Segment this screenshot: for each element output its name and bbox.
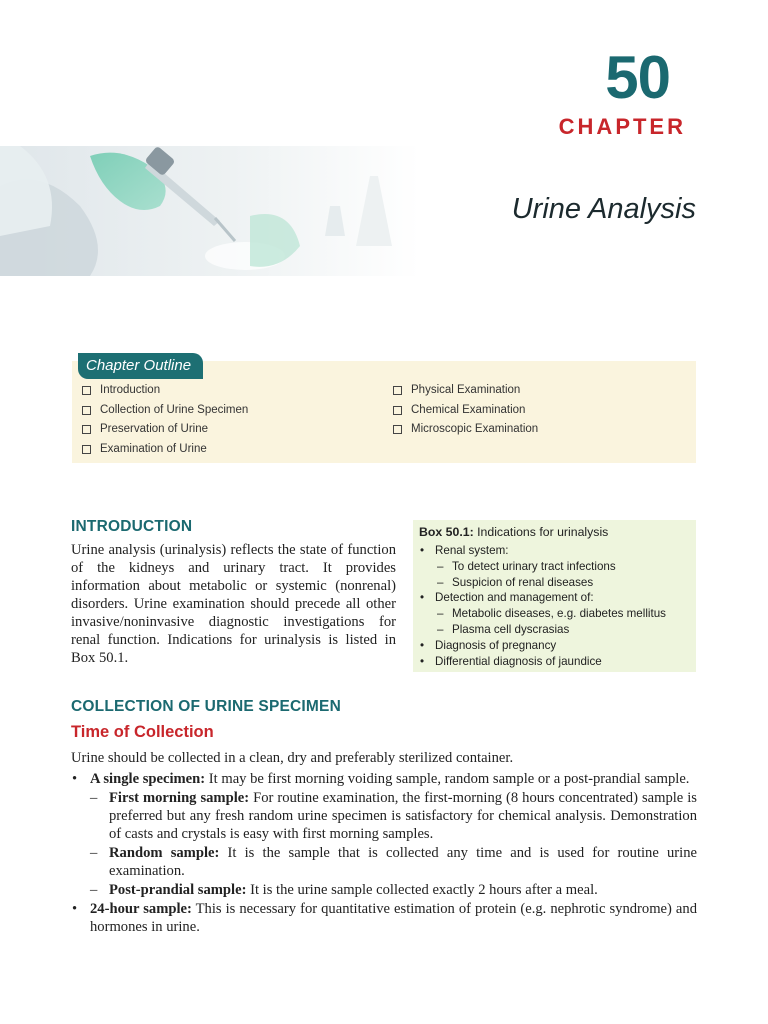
collection-item: • 24-hour sample: This is necessary for quantitative estimation of protein (e.g. nephrotic syndrome) and hormones in urine. [72, 901, 697, 935]
outline-item: Chemical Examination [393, 403, 538, 423]
box-item: • Renal system: [420, 544, 509, 557]
collection-heading: COLLECTION OF URINE SPECIMEN [71, 698, 341, 715]
outline-item: Collection of Urine Specimen [82, 403, 248, 423]
checkbox-icon [393, 406, 402, 415]
box-list [419, 543, 666, 669]
outline-item: Preservation of Urine [82, 422, 248, 442]
introduction-paragraph: Urine analysis (urinalysis) reflects the state of function of the kidneys and urinary tract. It provides information about metabolic or systemic (nonrenal) disorders. Urine examination should precede all other invasive/noninvasive diagnostic investigations for renal function. Indications for urinalysis is listed in Box 50.1. [71, 542, 396, 666]
chapter-label: CHAPTER [558, 114, 686, 139]
outline-item: Introduction [82, 383, 248, 403]
checkbox-icon [82, 386, 91, 395]
box-item: • Diagnosis of pregnancy [420, 638, 557, 652]
bullet-icon: • [72, 771, 78, 787]
outline-item: Microscopic Examination [393, 422, 538, 442]
bullet-icon: • [420, 654, 425, 668]
introduction-heading: INTRODUCTION [71, 518, 193, 535]
outline-item: Examination of Urine [82, 442, 248, 462]
dash-icon: – [90, 845, 98, 861]
collection-subitem: – Post-prandial sample: It is the urine sample collected exactly 2 hours after a meal. [90, 882, 598, 898]
bullet-icon: • [420, 638, 425, 652]
bullet-icon: • [420, 544, 425, 557]
chapter-number: 50 [605, 44, 670, 111]
lab-photo-illustration [0, 146, 420, 276]
indications-box [413, 520, 696, 672]
chapter-title: Urine Analysis [511, 193, 696, 225]
box-item: • Differential diagnosis of jaundice [420, 654, 602, 668]
collection-subitem: – First morning sample: For routine examination, the first-morning (8 hours concentrated) sample is preferred but any fresh random urine specimen is satisfactory for chemical analysis. Demonstration of casts and crystals is easy with first morning samples. [90, 790, 697, 842]
bullet-icon: • [420, 591, 425, 605]
checkbox-icon [82, 425, 91, 434]
checkbox-icon [82, 406, 91, 415]
dash-icon: – [90, 790, 98, 806]
checkbox-icon [82, 445, 91, 454]
collection-item: • A single specimen: It may be first morning voiding sample, random sample or a post-prandial sample. [72, 771, 690, 787]
box-subitem: – Suspicion of renal diseases [437, 575, 594, 589]
dash-icon: – [90, 882, 98, 898]
box-title: Box 50.1: Indications for urinalysis [419, 525, 609, 539]
checkbox-icon [393, 425, 402, 434]
box-subitem: – Metabolic diseases, e.g. diabetes mellitus [437, 607, 666, 621]
collection-list [71, 770, 697, 937]
bullet-icon: • [72, 901, 78, 917]
outline-item: Physical Examination [393, 383, 538, 403]
dash-icon: – [437, 622, 444, 636]
checkbox-icon [393, 386, 402, 395]
dash-icon: – [437, 575, 444, 589]
chapter-outline-title: Chapter Outline [78, 353, 203, 379]
time-of-collection-subheading: Time of Collection [71, 723, 214, 741]
dash-icon: – [437, 607, 444, 621]
outline-column-right [393, 383, 538, 442]
box-item: • Detection and management of: [420, 591, 594, 605]
collection-subitem: – Random sample: It is the sample that is collected any time and is used for routine urine examination. [90, 845, 697, 879]
box-subitem: – To detect urinary tract infections [437, 559, 616, 573]
outline-column-left [82, 383, 248, 461]
chapter-outline [72, 357, 696, 463]
collection-intro: Urine should be collected in a clean, dry and preferably sterilized container. [71, 750, 514, 766]
dash-icon: – [437, 559, 444, 573]
box-subitem: – Plasma cell dyscrasias [437, 622, 570, 636]
